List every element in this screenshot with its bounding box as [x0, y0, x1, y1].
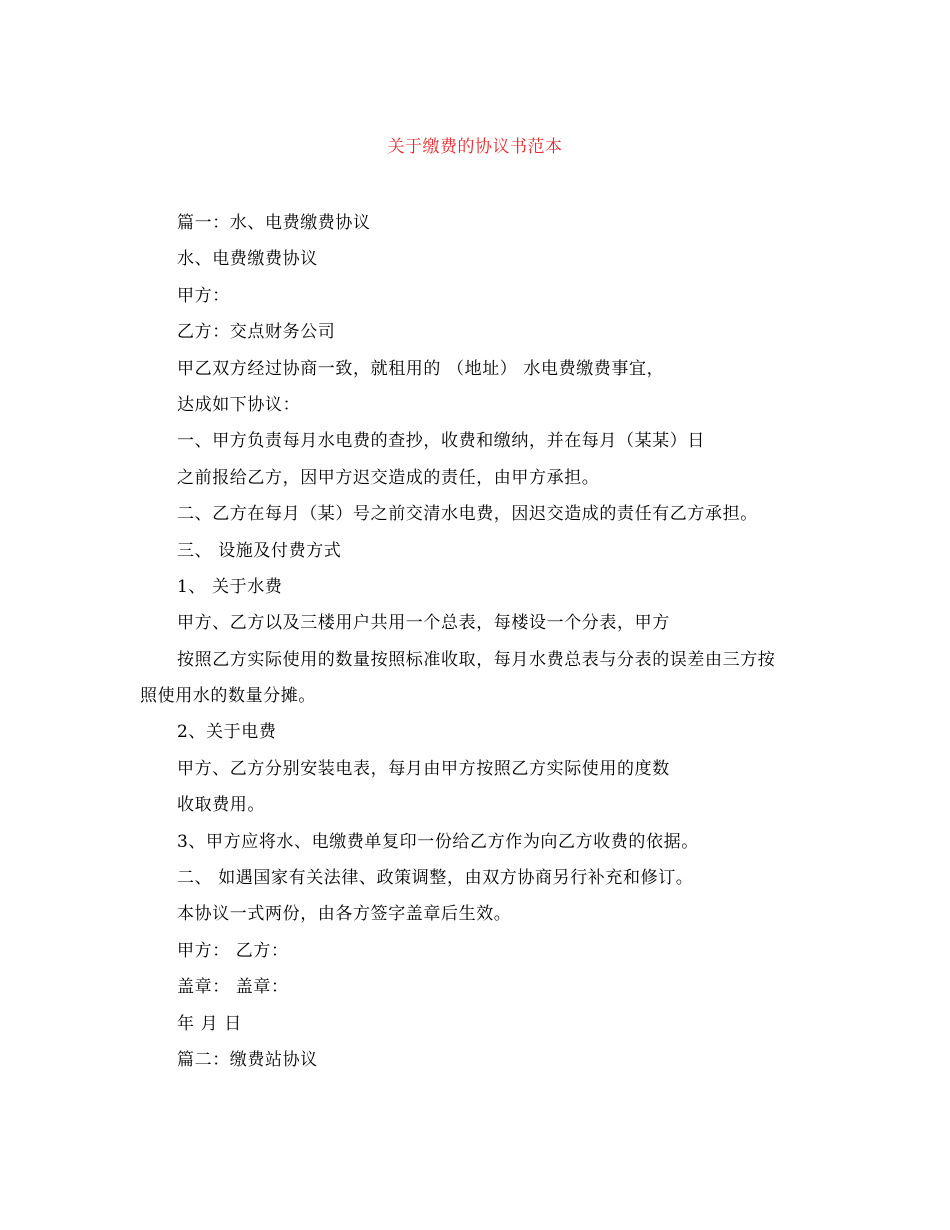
paragraph-line: 2、关于电费	[177, 722, 277, 743]
date-line: 年 月 日	[177, 1013, 242, 1034]
section-heading: 篇一：水、电费缴费协议	[177, 213, 371, 233]
paragraph-line: 1、 关于水费	[177, 576, 283, 597]
paragraph-line: 三、 设施及付费方式	[177, 540, 342, 561]
paragraph-line: 按照乙方实际使用的数量按照标准收取，每月水费总表与分表的误差由三方按	[177, 649, 776, 670]
paragraph-line: 本协议一式两份，由各方签字盖章后生效。	[177, 904, 512, 925]
document-body	[140, 205, 830, 1078]
paragraph-line: 甲乙双方经过协商一致，就租用的 （地址） 水电费缴费事宜，	[177, 358, 665, 379]
paragraph-line: 甲方：	[177, 285, 230, 306]
paragraph-line: 3、甲方应将水、电缴费单复印一份给乙方作为向乙方收费的依据。	[177, 831, 699, 852]
document-title: 关于缴费的协议书范本	[387, 137, 563, 157]
paragraph-line: 水、电费缴费协议	[177, 249, 318, 270]
seal-line: 盖章： 盖章：	[177, 977, 289, 998]
paragraph-line: 达成如下协议：	[177, 394, 301, 415]
paragraph-line: 甲方、乙方以及三楼用户共用一个总表，每楼设一个分表，甲方	[177, 613, 670, 634]
paragraph-line: 乙方：交点财务公司	[177, 322, 336, 343]
paragraph-line: 甲方、乙方分别安装电表，每月由甲方按照乙方实际使用的度数	[177, 758, 670, 779]
signature-line: 甲方： 乙方：	[177, 940, 289, 961]
paragraph-line: 一、甲方负责每月水电费的查抄，收费和缴纳，并在每月（某某）日	[177, 431, 705, 452]
paragraph-line: 之前报给乙方，因甲方迟交造成的责任，由甲方承担。	[177, 467, 600, 488]
paragraph-line: 二、乙方在每月（某）号之前交清水电费，因迟交造成的责任有乙方承担。	[177, 504, 758, 525]
section-heading: 篇二：缴费站协议	[177, 1049, 318, 1070]
paragraph-line: 照使用水的数量分摊。	[140, 686, 316, 707]
paragraph-line: 收取费用。	[177, 795, 265, 816]
paragraph-line: 二、 如遇国家有关法律、政策调整，由双方协商另行补充和修订。	[177, 868, 694, 889]
